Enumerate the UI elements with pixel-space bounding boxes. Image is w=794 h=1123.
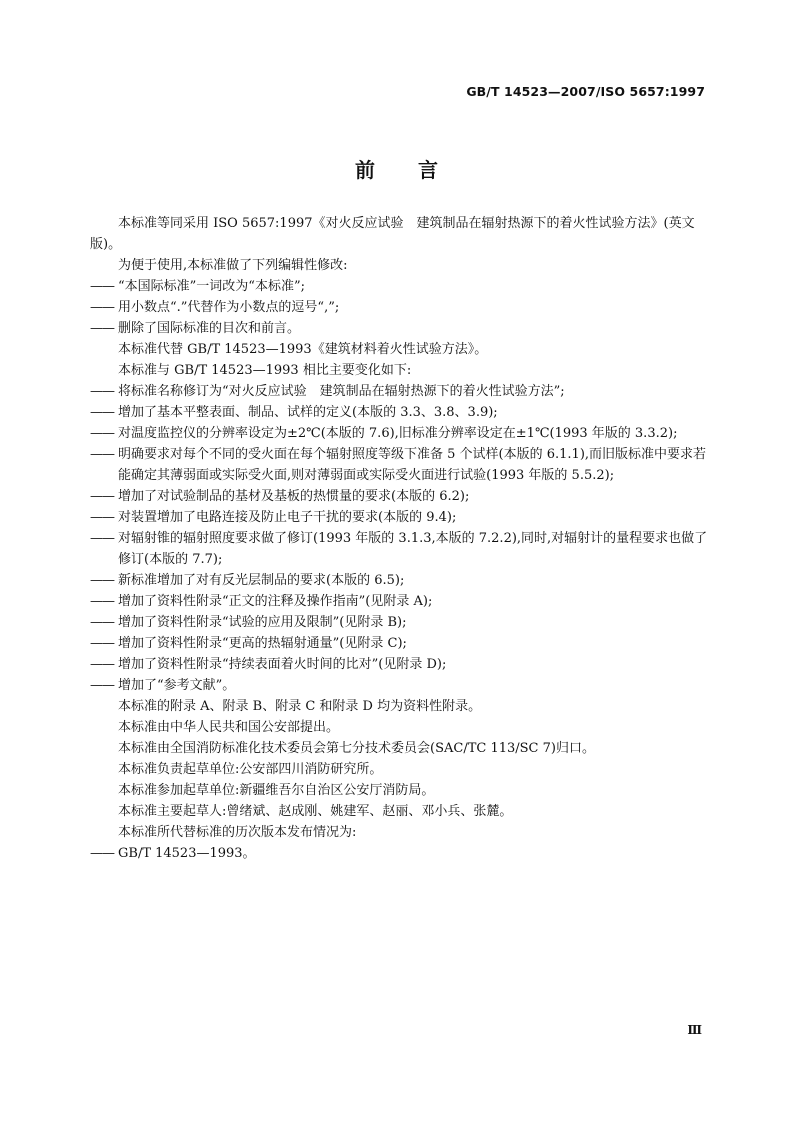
paragraph-previous-editions: 本标准所代替标准的历次版本发布情况为: — [118, 825, 357, 840]
list-item — [90, 654, 708, 675]
dash-mark: —— — [90, 846, 114, 861]
list-item-text: 增加了资料性附录“试验的应用及限制”(见附录 B); — [118, 615, 407, 630]
paragraph-editorial: 为便于使用,本标准做了下列编辑性修改: — [118, 258, 348, 273]
list-item — [90, 318, 708, 339]
list-item-text: 新标准增加了对有反光层制品的要求(本版的 6.5); — [118, 573, 405, 588]
dash-mark: —— — [90, 321, 114, 336]
list-item — [90, 486, 708, 507]
list-item-text: 对辐射锥的辐射照度要求做了修订(1993 年版的 3.1.3,本版的 7.2.2),同时,对辐射计的量程要求也做了修订(本版的 7.7); — [118, 531, 708, 567]
paragraph-adoption — [90, 213, 708, 255]
paragraph-drafting-unit: 本标准负责起草单位:公安部四川消防研究所。 — [118, 762, 383, 777]
list-item-text: 增加了资料性附录“正文的注释及操作指南”(见附录 A); — [118, 594, 433, 609]
list-item — [90, 591, 708, 612]
list-item — [90, 402, 708, 423]
page-title: 前 言 — [355, 158, 439, 182]
paragraph-technical-committee: 本标准由全国消防标准化技术委员会第七分技术委员会(SAC/TC 113/SC 7)归口。 — [118, 741, 595, 756]
list-item — [90, 507, 708, 528]
list-item-text: 对温度监控仪的分辨率设定为±2℃(本版的 7.6),旧标准分辨率设定在±1℃(1993 年版的 3.3.2); — [118, 426, 678, 441]
list-item — [90, 528, 708, 570]
list-item-text: 用小数点“.”代替作为小数点的逗号“,”; — [118, 300, 340, 315]
list-item — [90, 633, 708, 654]
paragraph-text: 本标准等同采用 ISO 5657:1997《对火反应试验 建筑制品在辐射热源下的着火性试验方法》(英文版)。 — [90, 216, 695, 252]
dash-mark: —— — [90, 636, 114, 651]
paragraph-drafters: 本标准主要起草人:曾绪斌、赵成刚、姚建军、赵丽、邓小兵、张麓。 — [118, 804, 513, 819]
list-item — [90, 444, 708, 486]
list-item — [90, 612, 708, 633]
dash-mark: —— — [90, 279, 114, 294]
list-item — [90, 297, 708, 318]
standard-code-header: GB/T 14523—2007/ISO 5657:1997 — [466, 84, 705, 99]
paragraph-annexes: 本标准的附录 A、附录 B、附录 C 和附录 D 均为资料性附录。 — [118, 699, 482, 714]
list-item-text: 增加了基本平整表面、制品、试样的定义(本版的 3.3、3.8、3.9); — [118, 405, 498, 420]
list-item-text: “本国际标准”一词改为“本标准”; — [118, 279, 305, 294]
paragraph-changes: 本标准与 GB/T 14523—1993 相比主要变化如下: — [118, 363, 412, 378]
list-item — [90, 381, 708, 402]
list-item-text: GB/T 14523—1993。 — [118, 846, 256, 861]
list-item-text: 明确要求对每个不同的受火面在每个辐射照度等级下准备 5 个试样(本版的 6.1.1),而旧版标准中要求若能确定其薄弱面或实际受火面,则对薄弱面或实际受火面进行试验(1993 年版的 5.5.2); — [118, 447, 707, 483]
dash-mark: —— — [90, 426, 114, 441]
paragraph-proposed-by: 本标准由中华人民共和国公安部提出。 — [118, 720, 340, 735]
dash-mark: —— — [90, 510, 114, 525]
dash-mark: —— — [90, 489, 114, 504]
list-item-text: 增加了资料性附录“持续表面着火时间的比对”(见附录 D); — [118, 657, 447, 672]
list-item — [90, 843, 708, 864]
dash-mark: —— — [90, 531, 114, 546]
dash-mark: —— — [90, 300, 114, 315]
dash-mark: —— — [90, 678, 114, 693]
dash-mark: —— — [90, 657, 114, 672]
dash-mark: —— — [90, 573, 114, 588]
foreword-body — [90, 213, 708, 864]
dash-mark: —— — [90, 384, 114, 399]
list-item — [90, 276, 708, 297]
list-item-text: 删除了国际标准的目次和前言。 — [118, 321, 301, 336]
list-item-text: 对装置增加了电路连接及防止电子干扰的要求(本版的 9.4); — [118, 510, 457, 525]
paragraph-participating-unit: 本标准参加起草单位:新疆维吾尔自治区公安厅消防局。 — [118, 783, 435, 798]
dash-mark: —— — [90, 594, 114, 609]
dash-mark: —— — [90, 405, 114, 420]
dash-mark: —— — [90, 615, 114, 630]
dash-mark: —— — [90, 447, 114, 462]
list-item-text: 增加了对试验制品的基材及基板的热惯量的要求(本版的 6.2); — [118, 489, 470, 504]
list-item — [90, 423, 708, 444]
list-item — [90, 570, 708, 591]
list-item-text: 将标准名称修订为“对火反应试验 建筑制品在辐射热源下的着火性试验方法”; — [118, 384, 565, 399]
list-item-text: 增加了“参考文献”。 — [118, 678, 236, 693]
page-number: Ⅲ — [687, 1023, 702, 1037]
list-item — [90, 675, 708, 696]
paragraph-replaces: 本标准代替 GB/T 14523—1993《建筑材料着火性试验方法》。 — [118, 342, 488, 357]
list-item-text: 增加了资料性附录“更高的热辐射通量”(见附录 C); — [118, 636, 407, 651]
